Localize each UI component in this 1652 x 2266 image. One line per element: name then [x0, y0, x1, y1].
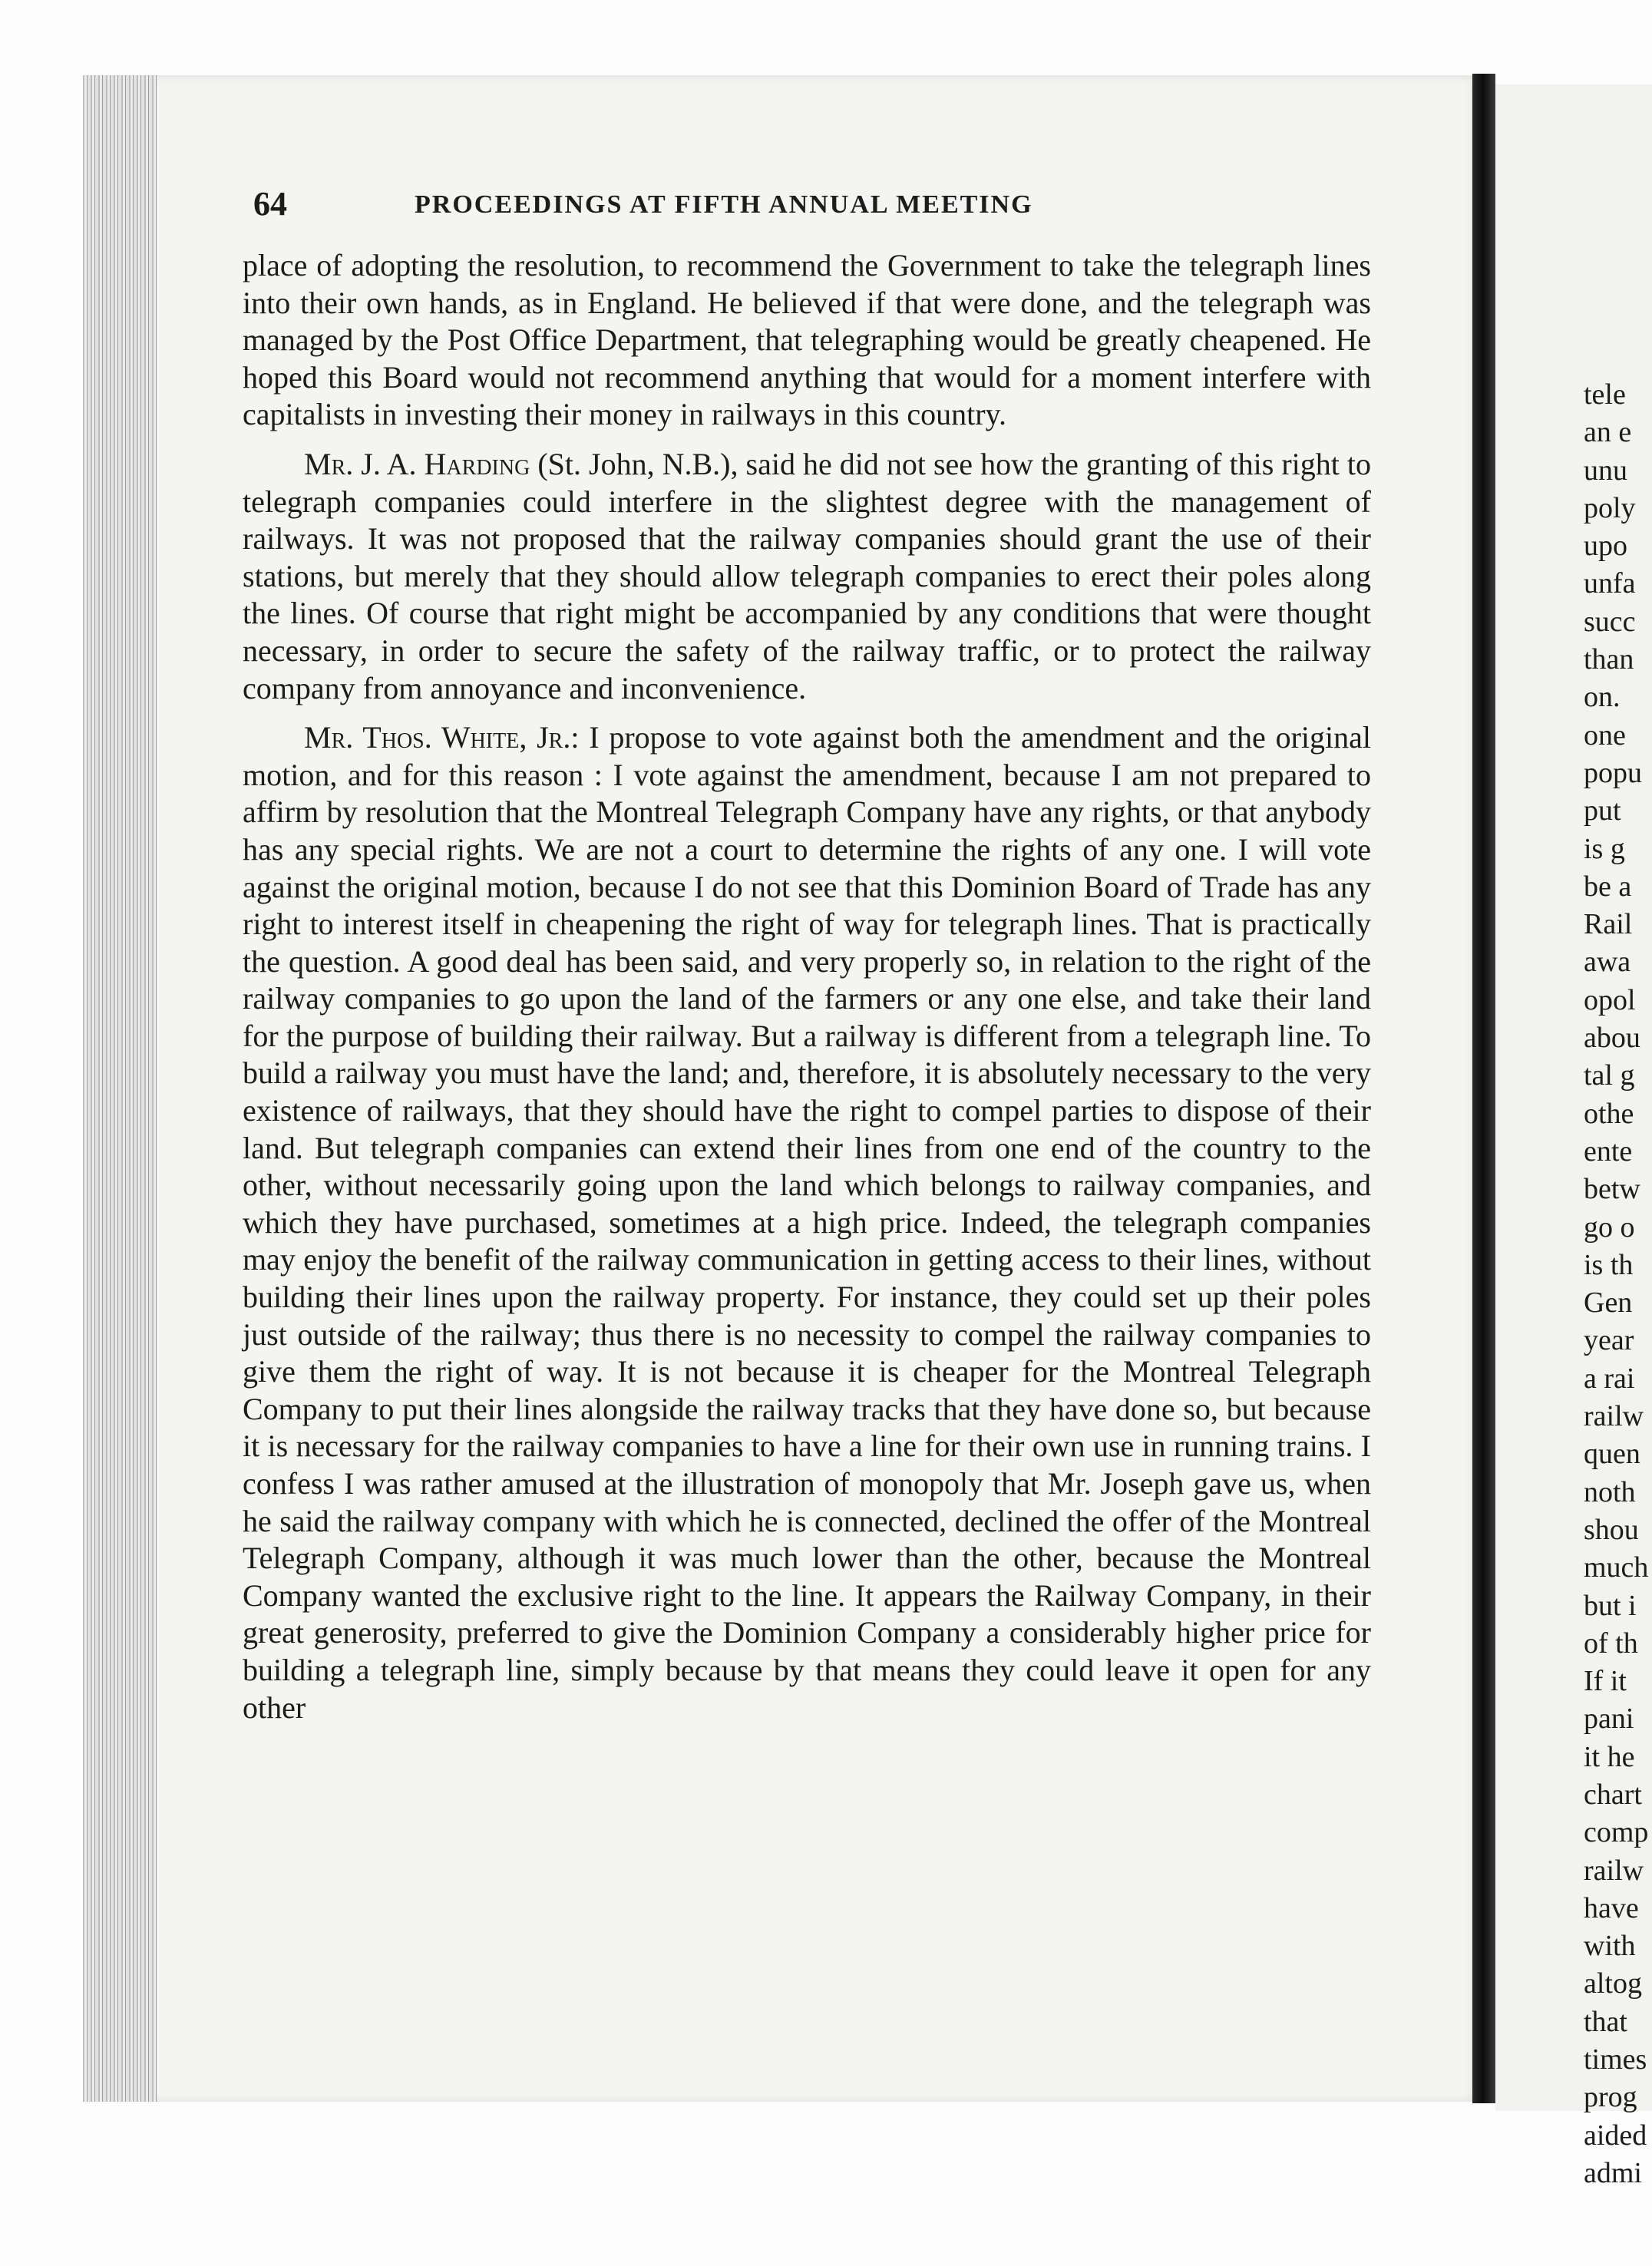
right-page-line: be a [1584, 870, 1632, 903]
paragraph-text: : I propose to vote against both the amendment and the original motion, and for this reason : I vote against the amendment, because I am not prepared to affirm by resolution that the Montreal Telegraph Company have any rights, or that anybody has any special rights. We are not a court to determine the rights of any one. I will vote against the original motion, because I do not see that this Dominion Board of Trade has any right to interest itself in cheapening the right of way for telegraph lines. That is practically the question. A good deal has been said, and very properly so, in relation to the right of the railway companies to go upon the land of the farmers or any one else, and take their land for the purpose of building their railway. But a railway is different from a telegraph line. To build a railway you must have the land; and, therefore, it is absolutely necessary to the very existence of railways, that they should have the right to compel parties to dispose of their land. But telegraph companies can extend their lines from one end of the country to the other, without necessarily going upon the land which belongs to railway companies, and which they have purchased, sometimes at a high price. Indeed, the telegraph companies may enjoy the benefit of the railway communication in getting access to their lines, without building their lines upon the railway property. For instance, they could set up their poles just outside of the railway; thus there is no necessity to compel the railway companies to give them the right of way. It is not because it is cheaper for the Montreal Telegraph Company to put their lines alongside the railway tracks that they have done so, but because it is necessary for the railway companies to have a line for their own use in running trains. I confess I was rather amused at the illustration of monopoly that Mr. Joseph gave us, when he said the railway company with which he is connected, declined the offer of the Montreal Telegraph Company, although it was much lower than the other, because the Montreal Company wanted the exclusive right to the line. It appears the Railway Company, in their great generosity, preferred to give the Dominion Company a considerably higher price for building a telegraph line, simply because by that means they could leave it open for any other [243, 720, 1371, 1725]
right-page-line: railw [1584, 1400, 1644, 1433]
right-page-line: upo [1584, 530, 1627, 563]
right-page-line: abou [1584, 1022, 1640, 1055]
page-body [243, 247, 1371, 1739]
right-page-line: pani [1584, 1703, 1634, 1736]
right-page-line: aided [1584, 2119, 1647, 2152]
running-title: PROCEEDINGS AT FIFTH ANNUAL MEETING [415, 190, 1033, 219]
paragraph-harding [243, 446, 1371, 707]
page-header [253, 184, 1359, 230]
right-page-line: Rail [1584, 908, 1633, 941]
right-page-line: quen [1584, 1438, 1640, 1471]
right-page-line: than [1584, 643, 1634, 676]
right-page-partial [1495, 84, 1652, 2189]
paragraph-text: place of adopting the resolution, to recommend the Government to take the telegraph lines into their own hands, as in England. He believed if that were done, and the telegraph was managed by the Post Office Department, that telegraphing would be greatly cheapened. He hoped this Board would not recommend anything that would for a moment interfere with capitalists in investing their money in railways in this country. [243, 248, 1371, 432]
book-gutter [1472, 74, 1495, 2103]
right-page-line: ente [1584, 1135, 1633, 1168]
right-page-line: that [1584, 2005, 1627, 2038]
paragraph-text: (St. John, N.B.), said he did not see how the granting of this right to telegraph companies could interfere in the slightest degree with the management of railways. It was not proposed that the railway companies should grant the use of their stations, but merely that they should allow telegraph companies to erect their poles along the lines. Of course that right might be accompanied by any conditions that were thought necessary, in order to secure the safety of the railway traffic, or to protect the railway company from annoyance and inconvenience. [243, 446, 1371, 705]
right-page-line: If it [1584, 1665, 1627, 1698]
right-page-line: have [1584, 1891, 1639, 1924]
page-number: 64 [253, 185, 287, 223]
right-page-line: othe [1584, 1097, 1634, 1130]
right-page-line: with [1584, 1930, 1636, 1963]
speaker-name: Mr. Thos. White, Jr. [304, 720, 571, 755]
right-page-line: poly [1584, 491, 1636, 524]
right-page-line: unfa [1584, 567, 1636, 600]
page-edges [83, 75, 157, 2102]
right-page-text [1584, 376, 1648, 2192]
right-page-line: it he [1584, 1740, 1635, 1773]
right-page-line: succ [1584, 605, 1636, 638]
right-page-line: year [1584, 1324, 1634, 1357]
right-page-line: put [1584, 794, 1621, 827]
speaker-name: Mr. J. A. Harding [304, 446, 530, 481]
right-page-line: a rai [1584, 1362, 1635, 1395]
right-page-line: an e [1584, 416, 1632, 449]
paragraph-white [243, 719, 1371, 1726]
right-page-line: on. [1584, 681, 1621, 714]
right-page-line: but i [1584, 1589, 1637, 1622]
right-page-line: shou [1584, 1513, 1639, 1546]
right-page-line: prog [1584, 2081, 1637, 2114]
right-page-line: comp [1584, 1816, 1649, 1849]
right-page-line: altog [1584, 1967, 1642, 2000]
right-page-line: much [1584, 1551, 1649, 1584]
right-page-line: is th [1584, 1248, 1634, 1281]
right-page-line: Gen [1584, 1287, 1633, 1320]
right-page-line: tal g [1584, 1059, 1635, 1092]
paragraph-continuation [243, 247, 1371, 434]
right-page-line: of th [1584, 1627, 1638, 1660]
right-page-line: admi [1584, 2156, 1642, 2189]
right-page-line: tele [1584, 378, 1626, 411]
right-page-line: unu [1584, 454, 1627, 487]
right-page-line: chart [1584, 1778, 1642, 1811]
right-page-line: popu [1584, 756, 1642, 789]
right-page-line: one [1584, 718, 1626, 751]
right-page-line: go o [1584, 1211, 1635, 1244]
right-page-line: noth [1584, 1475, 1636, 1508]
right-page-line: betw [1584, 1173, 1640, 1206]
right-page-line: is g [1584, 832, 1625, 865]
right-page-line: opol [1584, 983, 1636, 1016]
right-page-line: railw [1584, 1854, 1644, 1887]
right-page-line: times [1584, 2043, 1647, 2076]
right-page-line: awa [1584, 946, 1631, 979]
